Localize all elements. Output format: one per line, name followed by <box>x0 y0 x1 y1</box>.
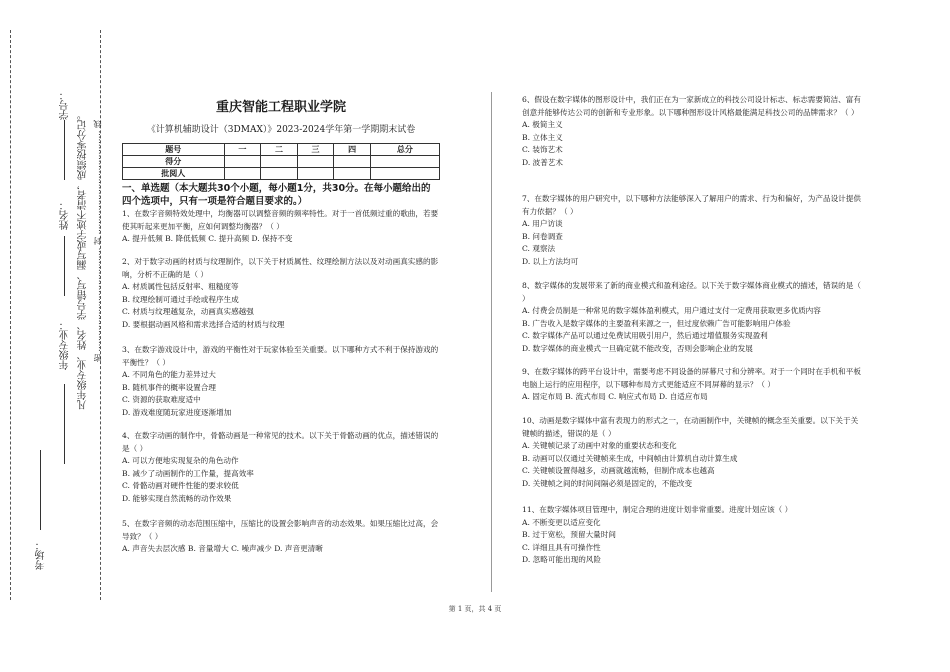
score-col-3: 三 <box>297 144 334 156</box>
score-col-4: 四 <box>334 144 371 156</box>
column-divider <box>491 92 492 592</box>
score-cell <box>297 156 334 168</box>
question-option: B. 纹理绘制可通过手绘或程序生成 <box>122 294 239 304</box>
binding-dashed-line-outer <box>10 30 11 600</box>
question-option: B. 减少了动画制作的工作量，提高效率 <box>122 468 254 478</box>
question-option: D. 游戏难度随玩家进度逐渐增加 <box>122 407 232 417</box>
question-option: C. 骨骼动画对硬件性能的要求较低 <box>122 481 239 490</box>
question-option: D. 关键帧之间的时间间隔必须是固定的，不能改变 <box>522 478 693 488</box>
question-option: C. 资源的获取难度适中 <box>122 395 201 404</box>
question-option: D. 要根据动画风格和需求选择合适的材质与纹理 <box>122 319 285 329</box>
question-option: A. 可以方便地实现复杂的角色动作 <box>122 456 239 465</box>
score-cell <box>261 156 298 168</box>
question-8 <box>522 280 862 355</box>
question-6 <box>522 94 862 169</box>
question-option: D. 波普艺术 <box>522 157 564 167</box>
question-option: C. 观察法 <box>522 244 556 253</box>
question-stem: 9、在数字媒体的跨平台设计中，需要考虑不同设备的屏幕尺寸和分辨率。对于一个同时在手机和平板电脑上运行的应用程序，以下哪种布局方式更能适应不同屏幕的显示？（ ） <box>522 367 861 389</box>
question-stem: 5、在数字音频的动态范围压缩中，压缩比的设置会影响声音的动态效果。如果压缩比过高，会导致？（ ） <box>122 519 439 541</box>
question-11 <box>522 504 862 567</box>
question-option: D. 数字媒体的商业模式一旦确定就不能改变，否则会影响企业的发展 <box>522 343 753 353</box>
name-underline <box>64 236 65 296</box>
question-5 <box>122 518 440 556</box>
score-cell <box>224 156 261 168</box>
question-4 <box>122 430 440 505</box>
question-options-inline: A. 声音失去层次感 B. 音量增大 C. 噪声减少 D. 声音更清晰 <box>122 544 323 553</box>
class-label: 年级专业： <box>60 320 71 370</box>
question-10 <box>522 415 862 490</box>
question-option: B. 立体主义 <box>522 132 563 142</box>
score-table-header-row <box>123 144 440 156</box>
question-option: C. 详细且具有可操作性 <box>522 542 601 552</box>
grader-cell <box>297 168 334 180</box>
question-stem: 4、在数字动画的制作中，骨骼动画是一种常见的技术。以下关于骨骼动画的优点，描述错误的是（ ） <box>122 431 439 453</box>
question-options-inline: A. 固定布局 B. 流式布局 C. 响应式布局 D. 自适应布局 <box>522 392 708 401</box>
score-table-score-row <box>123 156 440 168</box>
question-option: A. 关键帧记录了动画中对象的重要状态和变化 <box>522 441 677 450</box>
page-footer: 第 1 页，共 4 页 <box>448 605 502 613</box>
question-stem: 11、在数字媒体项目管理中，制定合理的进度计划非常重要。进度计划应该（ ） <box>522 505 793 514</box>
question-option: A. 不断变更以适应变化 <box>522 517 601 527</box>
question-option: B. 随机事件的概率设置合理 <box>122 382 216 392</box>
question-option: B. 广告收入是数字媒体的主要盈利来源之一，但过度依赖广告可能影响用户体验 <box>522 318 791 328</box>
grader-cell <box>334 168 371 180</box>
score-table-grader-row <box>123 168 440 180</box>
question-stem: 3、在数字游戏设计中，游戏的平衡性对于玩家体验至关重要。以下哪种方式不利于保持游戏的平衡性？（ ） <box>122 345 439 367</box>
student-no-underline <box>64 120 65 180</box>
score-cell <box>370 156 439 168</box>
exam-title: 《计算机辅助设计（3DMAX）》2023-2024学年第一学期期末试卷 <box>146 125 416 135</box>
seat-label: 考场： <box>36 540 47 570</box>
question-stem: 1、在数字音频特效处理中，均衡器可以调整音频的频率特性。对于一首低频过重的歌曲，若要使其听起来更加平衡，应如何调整均衡器？（ ） <box>122 209 439 231</box>
binding-warning: 凡年级专业、姓名、学号错写、漏写或字迹不清者，成绩按零分记。 <box>78 110 89 410</box>
score-cell <box>334 156 371 168</box>
question-option: C. 装饰艺术 <box>522 145 563 154</box>
question-options-inline: A. 提升低频 B. 降低低频 C. 提升高频 D. 保持不变 <box>122 234 293 243</box>
question-option: A. 材质属性包括反射率、粗糙度等 <box>122 282 239 291</box>
question-stem: 8、数字媒体的发展带来了新的商业模式和盈利途径。以下关于数字媒体商业模式的描述，错误的是（ ） <box>522 281 861 303</box>
school-name: 重庆智能工程职业学院 <box>215 100 346 115</box>
question-stem: 7、在数字媒体的用户研究中，以下哪种方法能够深入了解用户的需求、行为和偏好，为产品设计提供有力依据？（ ） <box>522 194 861 216</box>
question-option: A. 极简主义 <box>522 120 563 129</box>
seat-underline <box>40 450 41 530</box>
question-7 <box>522 193 862 268</box>
class-underline <box>64 384 65 464</box>
score-col-5: 总分 <box>370 144 439 156</box>
question-option: B. 动画可以仅通过关键帧来生成，中间帧由计算机自动计算生成 <box>522 453 738 463</box>
grader-row-label: 批阅人 <box>123 168 225 180</box>
question-stem: 6、假设在数字媒体的图形设计中，我们正在为一家新成立的科技公司设计标志、标志需要简洁、富有创意并能够传达公司的创新和专业形象。以下哪种图形设计风格最能满足科技公司的品牌需求？（ ） <box>522 95 861 117</box>
question-stem: 2、对于数字动画的材质与纹理制作，以下关于材质属性、纹理绘制方法以及对动画真实感的影响，分析不正确的是（ ） <box>122 257 439 279</box>
score-col-0: 题号 <box>123 144 225 156</box>
score-row-label: 得分 <box>123 156 225 168</box>
question-option: D. 忽略可能出现的风险 <box>522 555 601 564</box>
score-col-2: 二 <box>261 144 298 156</box>
student-no-label: 学号： <box>60 90 71 120</box>
grader-cell <box>370 168 439 180</box>
question-option: D. 以上方法均可 <box>522 256 579 266</box>
question-option: A. 用户访谈 <box>522 219 563 228</box>
binding-strip <box>0 0 112 672</box>
question-option: C. 数字媒体产品可以通过免费试用吸引用户，然后通过增值服务实现盈利 <box>522 331 768 340</box>
binding-seal-line: 密 ………………………………… 封 ………………………………… 线 <box>93 120 102 363</box>
question-option: B. 问卷调查 <box>522 231 563 241</box>
name-label: 姓名： <box>60 200 71 230</box>
question-option: A. 不同角色的能力差异过大 <box>122 370 216 379</box>
grader-cell <box>224 168 261 180</box>
grader-cell <box>261 168 298 180</box>
question-3 <box>122 344 440 419</box>
score-table <box>122 143 440 180</box>
question-1 <box>122 208 440 246</box>
section-title: 一、单选题（本大题共30个小题，每小题1分，共30分。在每小题给出的四个选项中，只有一项是符合题目要求的。） <box>122 183 431 207</box>
question-stem: 10、动画是数字媒体中富有表现力的形式之一，在动画制作中，关键帧的概念至关重要。以下关于关键帧的描述，错误的是（ ） <box>522 416 859 438</box>
question-option: A. 付费会员制是一种常见的数字媒体盈利模式，用户通过支付一定费用获取更多优质内容 <box>522 306 821 315</box>
question-option: B. 过于宽松，预留大量时间 <box>522 530 616 539</box>
score-col-1: 一 <box>224 144 261 156</box>
question-option: C. 材质与纹理越复杂，动画真实感越强 <box>122 307 254 316</box>
question-9 <box>522 366 862 404</box>
question-2 <box>122 256 440 331</box>
question-option: C. 关键帧设置得越多，动画就越流畅，但制作成本也越高 <box>522 466 715 475</box>
question-option: D. 能够实现自然流畅的动作效果 <box>122 493 232 503</box>
